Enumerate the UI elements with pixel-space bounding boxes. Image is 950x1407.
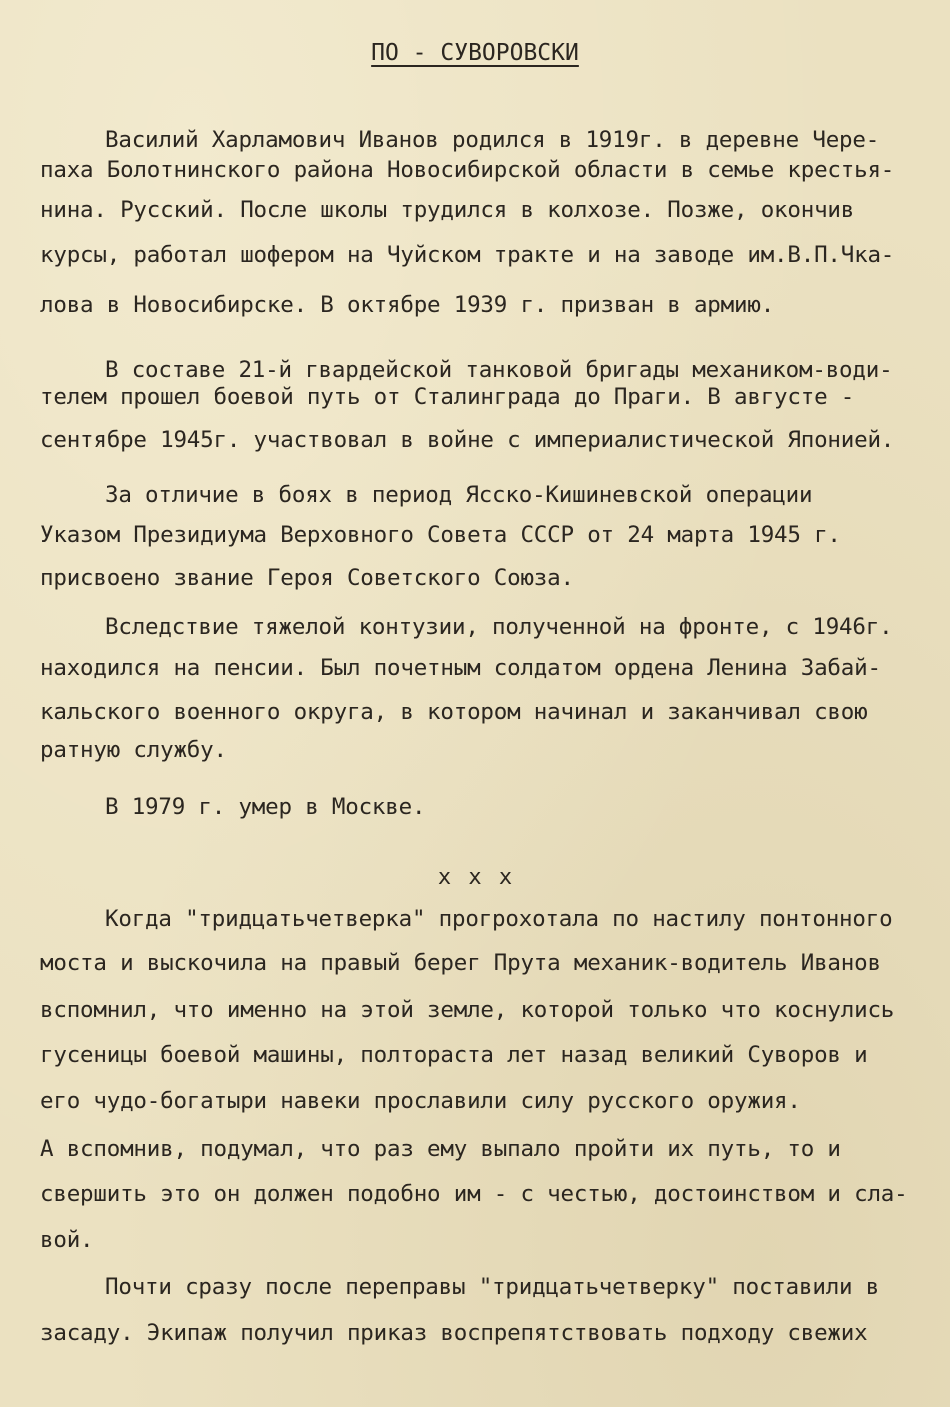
text-line: ратную службу. (40, 737, 227, 763)
text-line: моста и выскочила на правый берег Прута механик-водитель Иванов (40, 950, 881, 976)
text-line: гусеницы боевой машины, полтораста лет назад великий Суворов и (40, 1042, 868, 1068)
text-line: лова в Новосибирске. В октябре 1939 г. призван в армию. (40, 292, 775, 318)
text-line: Вследствие тяжелой контузии, полученной на фронте, с 1946г. (105, 614, 893, 640)
text-line: телем прошел боевой путь от Сталинграда до Праги. В августе - (40, 384, 855, 410)
text-line: вой. (40, 1227, 94, 1253)
text-line: засаду. Экипаж получил приказ воспрепятствовать подходу свежих (40, 1320, 868, 1346)
text-line: кальского военного округа, в котором начинал и заканчивал свою (40, 699, 868, 725)
text-line: В составе 21-й гвардейской танковой бригады механиком-води- (105, 357, 893, 383)
text-line: Почти сразу после переправы "тридцатьчетверку" поставили в (105, 1274, 880, 1300)
text-line: присвоено звание Героя Советского Союза. (40, 565, 574, 591)
text-line: В 1979 г. умер в Москве. (105, 794, 426, 820)
text-line: сентябре 1945г. участвовал в войне с империалистической Японией. (40, 427, 895, 453)
text-line: нина. Русский. После школы трудился в колхозе. Позже, окончив (40, 197, 855, 223)
section-separator: х х х (437, 865, 513, 890)
text-line: его чудо-богатыри навеки прославили силу русского оружия. (40, 1088, 801, 1114)
text-line: курсы, работал шофером на Чуйском тракте и на заводе им.В.П.Чка- (40, 242, 895, 268)
text-line: находился на пенсии. Был почетным солдатом ордена Ленина Забай- (40, 655, 881, 681)
text-line: За отличие в боях в период Ясско-Кишиневской операции (105, 482, 813, 508)
text-line: Василий Харламович Иванов родился в 1919г. в деревне Чере- (105, 127, 880, 153)
text-line: паха Болотнинского района Новосибирской области в семье крестья- (40, 157, 895, 183)
text-line: Когда "тридцатьчетверка" прогрохотала по настилу понтонного (105, 906, 893, 932)
text-line: А вспомнив, подумал, что раз ему выпало пройти их путь, то и (40, 1136, 841, 1162)
text-line: вспомнил, что именно на этой земле, которой только что коснулись (40, 997, 895, 1023)
text-line: Указом Президиума Верховного Совета СССР от 24 марта 1945 г. (40, 522, 841, 548)
document-title: ПО - СУВОРОВСКИ (371, 40, 579, 66)
text-line: свершить это он должен подобно им - с честью, достоинством и сла- (40, 1181, 908, 1207)
